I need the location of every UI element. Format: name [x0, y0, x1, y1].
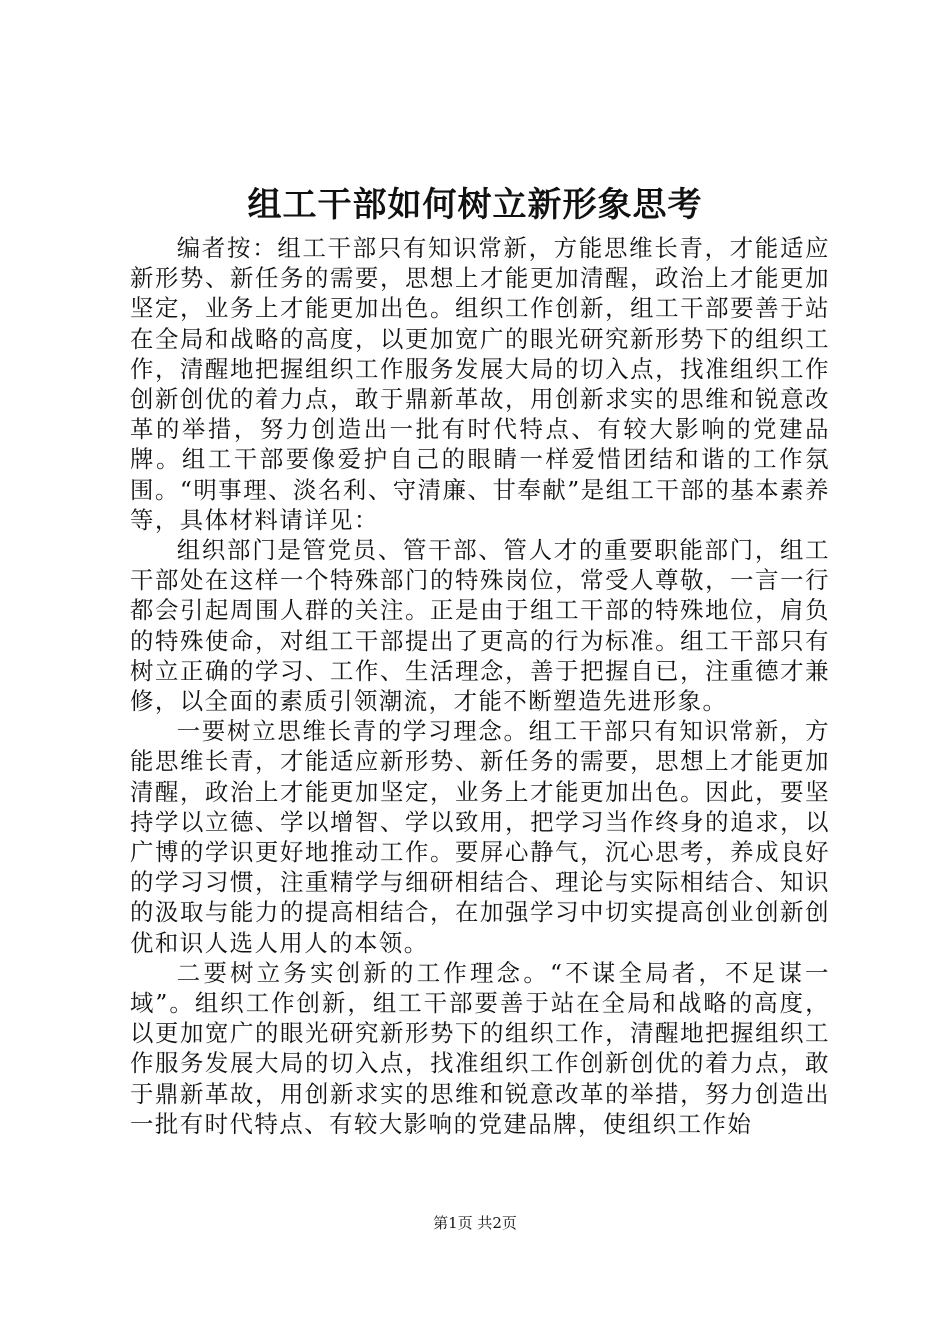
- page-number: 第1页 共2页: [433, 1214, 517, 1232]
- paragraph-intro: 组织部门是管党员、管干部、管人才的重要职能部门，组工干部处在这样一个特殊部门的特殊岗位，常受人尊敬，一言一行都会引起周围人群的关注。正是由于组工干部的特殊地位，肩负的特殊使命，对组工干部提出了更高的行为标准。组工干部只有树立正确的学习、工作、生活理念，善于把握自已，注重德才兼修，以全面的素质引领潮流，才能不断塑造先进形象。: [130, 536, 830, 716]
- paragraph-work-concept: 二要树立务实创新的工作理念。“不谋全局者，不足谋一域”。组织工作创新，组工干部要善于站在全局和战略的高度，以更加宽广的眼光研究新形势下的组织工作，清醒地把握组织工作服务发展大局的切入点，找准组织工作创新创优的着力点，敢于鼎新革故，用创新求实的思维和锐意改革的举措，努力创造出一批有时代特点、有较大影响的党建品牌，使组织工作始: [130, 958, 830, 1138]
- document-body: [130, 233, 830, 1139]
- document-title: 组工干部如何树立新形象思考: [247, 185, 703, 225]
- paragraph-learning-concept: 一要树立思维长青的学习理念。组工干部只有知识常新，方能思维长青，才能适应新形势、新任务的需要，思想上才能更加清醒，政治上才能更加坚定，业务上才能更加出色。因此，要坚持学以立德、学以增智、学以致用，把学习当作终身的追求，以广博的学识更好地推动工作。要屏心静气，沉心思考，养成良好的学习习惯，注重精学与细研相结合、理论与实际相结合、知识的汲取与能力的提高相结合，在加强学习中切实提高创业创新创优和识人选人用人的本领。: [130, 717, 830, 957]
- paragraph-editor-note: 编者按：组工干部只有知识常新，方能思维长青，才能适应新形势、新任务的需要，思想上才能更加清醒，政治上才能更加坚定，业务上才能更加出色。组织工作创新，组工干部要善于站在全局和战略的高度，以更加宽广的眼光研究新形势下的组织工作，清醒地把握组织工作服务发展大局的切入点，找准组织工作创新创优的着力点，敢于鼎新革故，用创新求实的思维和锐意改革的举措，努力创造出一批有时代特点、有较大影响的党建品牌。组工干部要像爱护自己的眼睛一样爱惜团结和谐的工作氛围。“明事理、淡名利、守清廉、甘奉献”是组工干部的基本素养等，具体材料请详见：: [130, 234, 830, 534]
